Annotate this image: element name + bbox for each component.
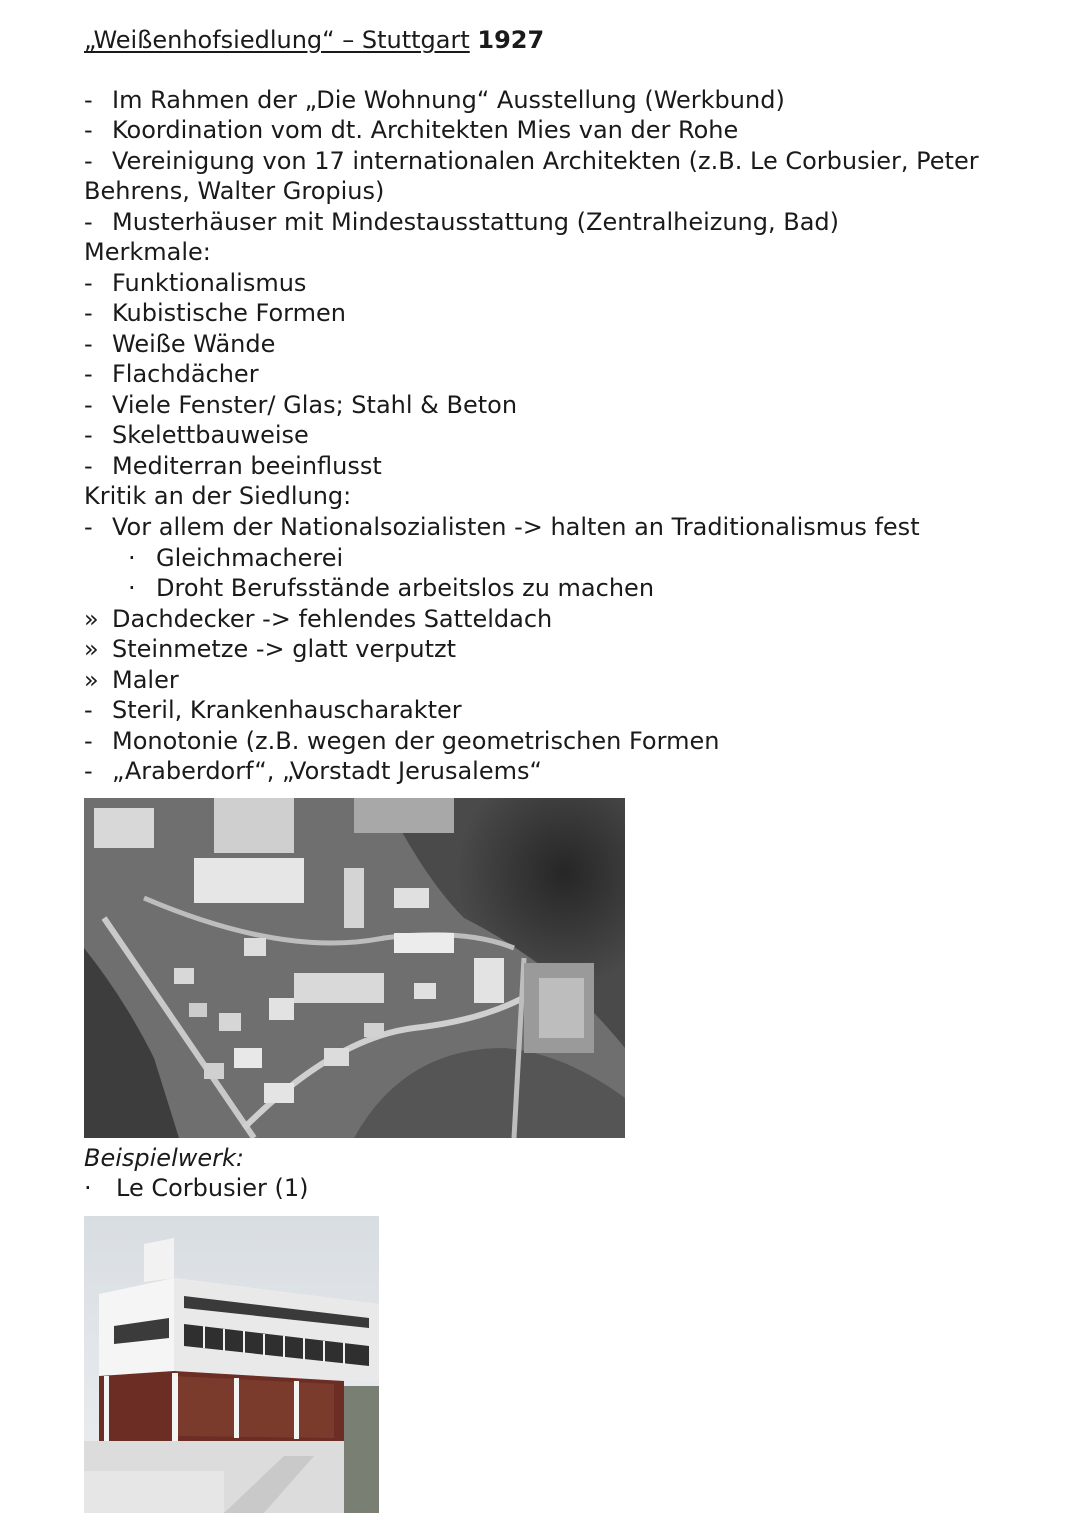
list-item: » Dachdecker -> fehlendes Satteldach: [84, 605, 553, 633]
list-item: - Monotonie (z.B. wegen der geometrischen Formen: [84, 727, 720, 755]
list-item-continuation: Behrens, Walter Gropius): [84, 177, 385, 205]
sub-list-item: · Droht Berufsstände arbeitslos zu machen: [128, 574, 655, 602]
title-year: 1927: [477, 26, 545, 54]
list-item: - Viele Fenster/ Glas; Stahl & Beton: [84, 391, 518, 419]
house-photo: [84, 1216, 379, 1513]
list-item: - Mediterran beeinflusst: [84, 452, 382, 480]
list-item: - Kubistische Formen: [84, 299, 346, 327]
features-heading: Merkmale:: [84, 238, 211, 266]
criticism-heading: Kritik an der Siedlung:: [84, 482, 352, 510]
list-item: - Vereinigung von 17 internationalen Architekten (z.B. Le Corbusier, Peter: [84, 147, 979, 175]
list-item: - Skelettbauweise: [84, 421, 309, 449]
list-item: - Funktionalismus: [84, 269, 307, 297]
page-title: [84, 24, 544, 56]
list-item: - Koordination vom dt. Architekten Mies van der Rohe: [84, 116, 739, 144]
list-item: - Vor allem der Nationalsozialisten -> halten an Traditionalismus fest: [84, 513, 920, 541]
list-item: - Musterhäuser mit Mindestausstattung (Zentralheizung, Bad): [84, 208, 840, 236]
example-heading: Beispielwerk:: [84, 1144, 244, 1172]
list-item: - Steril, Krankenhauscharakter: [84, 696, 462, 724]
title-name: „Weißenhofsiedlung“ – Stuttgart: [84, 26, 470, 54]
sub-list-item: · Gleichmacherei: [128, 544, 344, 572]
aerial-photo: [84, 798, 625, 1138]
list-item: · Le Corbusier (1): [84, 1174, 309, 1202]
list-item: » Steinmetze -> glatt verputzt: [84, 635, 456, 663]
list-item: » Maler: [84, 666, 179, 694]
list-item: - „Araberdorf“, „Vorstadt Jerusalems“: [84, 757, 542, 785]
list-item: - Im Rahmen der „Die Wohnung“ Ausstellung (Werkbund): [84, 86, 785, 114]
list-item: - Weiße Wände: [84, 330, 276, 358]
list-item: - Flachdächer: [84, 360, 259, 388]
